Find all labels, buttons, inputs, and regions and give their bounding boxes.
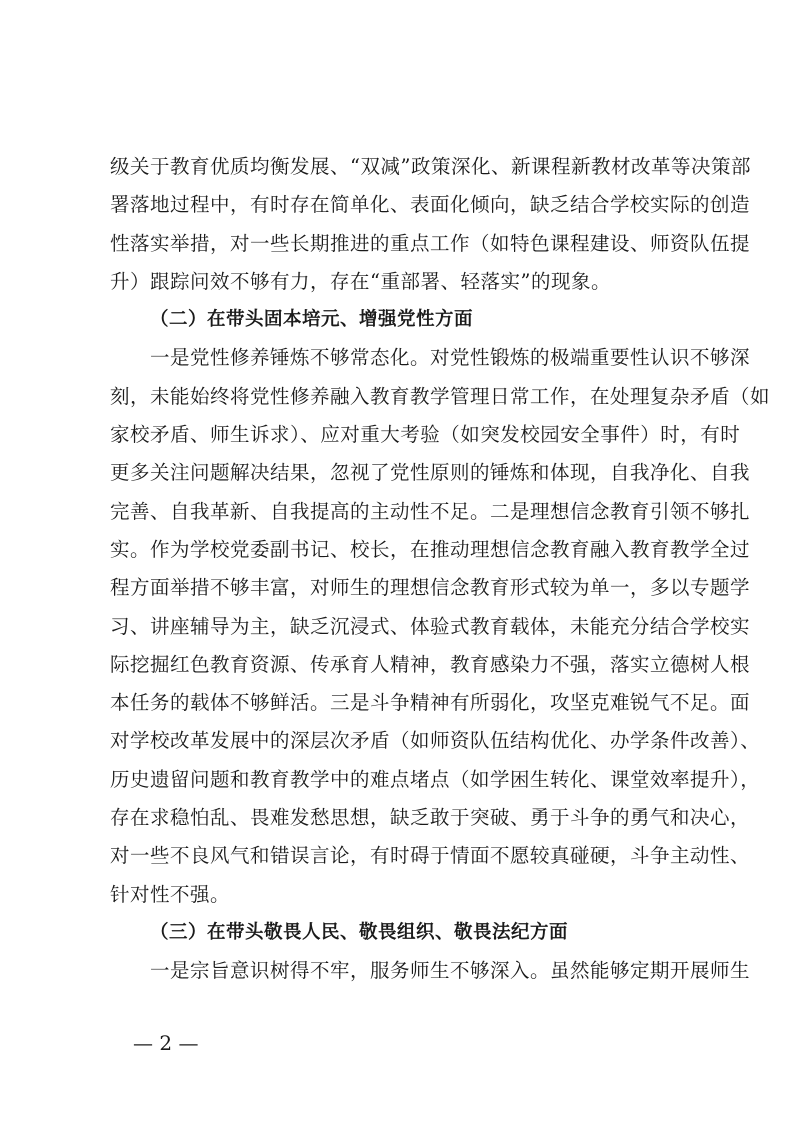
text-line: 程方面举措不够丰富，对师生的理想信念教育形式较为单一，多以专题学: [110, 576, 751, 600]
body-text: [110, 148, 771, 991]
text-line: 性落实举措，对一些长期推进的重点工作（如特色课程建设、师资队伍提: [110, 231, 751, 255]
section-heading-3: （三）在带头敬畏人民、敬畏组织、敬畏法纪方面: [150, 921, 569, 943]
text-line: 升）跟踪问效不够有力，存在“重部署、轻落实”的现象。: [110, 269, 611, 293]
text-line: 完善、自我革新、自我提高的主动性不足。二是理想信念教育引领不够扎: [110, 499, 751, 523]
text-line: 本任务的载体不够鲜活。三是斗争精神有所弱化，攻坚克难锐气不足。面: [110, 691, 751, 715]
text-line: 实。作为学校党委副书记、校长，在推动理想信念教育融入教育教学全过: [110, 537, 751, 561]
text-line: 习、讲座辅导为主，缺乏沉浸式、体验式教育载体，未能充分结合学校实: [110, 614, 751, 638]
text-line: 更多关注问题解决结果，忽视了党性原则的锤炼和体现，自我净化、自我: [110, 461, 751, 485]
text-line: 一是宗旨意识树得不牢，服务师生不够深入。虽然能够定期开展师生: [150, 959, 751, 983]
text-line: 历史遗留问题和教育教学中的难点堵点（如学困生转化、课堂效率提升），: [110, 767, 761, 791]
page-number: — 2 —: [133, 1031, 199, 1055]
text-line: 对一些不良风气和错误言论，有时碍于情面不愿较真碰硬，斗争主动性、: [110, 844, 751, 868]
text-line: 对学校改革发展中的深层次矛盾（如师资队伍结构优化、办学条件改善）、: [110, 729, 761, 753]
text-line: 刻，未能始终将党性修养融入教育教学管理日常工作，在处理复杂矛盾（如: [110, 384, 771, 408]
text-line: 存在求稳怕乱、畏难发愁思想，缺乏敢于突破、勇于斗争的勇气和决心，: [110, 806, 751, 830]
text-line: 家校矛盾、师生诉求）、应对重大考验（如突发校园安全事件）时，有时: [110, 423, 741, 447]
section-heading-2: （二）在带头固本培元、增强党性方面: [150, 309, 474, 331]
text-line: 署落地过程中，有时存在简单化、表面化倾向，缺乏结合学校实际的创造: [110, 193, 751, 217]
text-line: 际挖掘红色教育资源、传承育人精神，教育感染力不强，落实立德树人根: [110, 652, 751, 676]
text-line: 针对性不强。: [110, 882, 231, 906]
text-line: 级关于教育优质均衡发展、“双减”政策深化、新课程新教材改革等决策部: [110, 155, 751, 178]
text-line: 一是党性修养锤炼不够常态化。对党性锻炼的极端重要性认识不够深: [150, 346, 751, 370]
